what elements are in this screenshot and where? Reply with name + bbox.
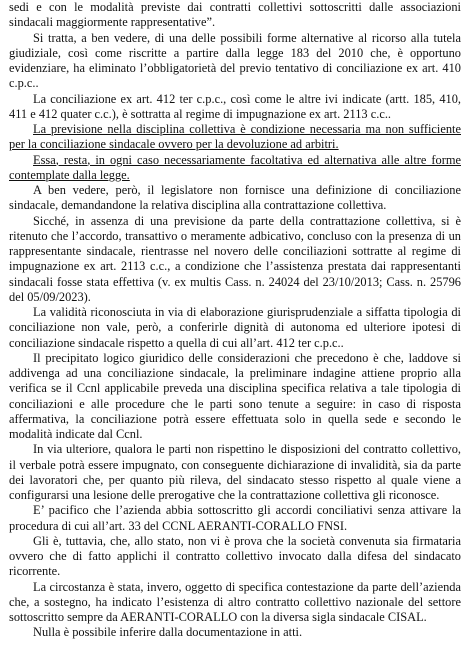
paragraph-6: [9, 183, 461, 214]
paragraph-text: Si tratta, a ben vedere, di una delle possibili forme alternative al ricorso alla tutela giudiziale, così come riscritte a partire dalla legge 183 del 2010 che, è opportuno evidenziare, ha eliminato l’obbligatorietà del previo tentativo di conciliazione ex art. 410 c.p.c..: [9, 30, 461, 91]
paragraph-text: sedi e con le modalità previste dai contratti collettivi sottoscritti dalle associazioni sindacali maggiormente rappresentative”.: [9, 0, 461, 30]
underlined-text: La previsione nella disciplina collettiva è condizione necessaria ma non sufficiente per la conciliazione sindacale ovvero per la devoluzione ad arbitri.: [9, 122, 461, 152]
paragraph-8: [9, 305, 461, 351]
paragraph-text: Il precipitato logico giuridico delle considerazioni che precedono è che, laddove si addivenga ad una conciliazione sindacale, la preliminare indagine attiene proprio alla verifica se il Ccnl applicabile preveda una disciplina specifica relativa a tale tipologia di conciliazioni e alle procedure che le parti sono tenute a seguire: in caso di risposta affermativa, la conciliazione potrà essere effettuata solo in quella sede e secondo le modalità indicate dal Ccnl.: [9, 350, 461, 441]
paragraph-text: Nulla è possibile inferire dalla documentazione in atti.: [33, 625, 303, 640]
paragraph-text: A ben vedere, però, il legislatore non fornisce una definizione di conciliazione sindacale, demandandone la relativa disciplina alla contrattazione collettiva.: [9, 183, 461, 213]
paragraph-text: La circostanza è stata, invero, oggetto di specifica contestazione da parte dell’azienda che, a sostegno, ha indicato l’esistenza di altro contratto collettivo nazionale del settore sottoscritto sempre da AERANTI-CORALLO con la diversa sigla sindacale CISAL.: [9, 579, 461, 624]
paragraph-text: E’ pacifico che l’azienda abbia sottoscritto gli accordi conciliativi senza attivare la procedura di cui all’art. 33 del CCNL AERANTI-CORALLO FNSI.: [9, 503, 461, 533]
paragraph-10: [9, 442, 461, 503]
paragraph-14: [9, 625, 461, 640]
paragraph-2: [9, 31, 461, 92]
paragraph-12: [9, 534, 461, 580]
underlined-text: Essa, resta, in ogni caso necessariamente facoltativa ed alternativa alle altre forme contemplate dalla legge.: [9, 152, 461, 182]
paragraph-text: La conciliazione ex art. 412 ter c.p.c., così come le altre ivi indicate (artt. 185, 410, 411 e 412 quater c.c.), è sottratta al regime di impugnazione ex art. 2113 c.c..: [9, 91, 461, 121]
paragraph-7: [9, 214, 461, 306]
paragraph-text: La validità riconosciuta in via di elaborazione giurisprudenziale a siffatta tipologia di conciliazione non vale, però, a conferirle dignità di autonoma ed ulteriore ipotesi di conciliazione sindacale rispetto a quella di cui all’art. 412 ter c.p.c..: [9, 305, 461, 350]
paragraph-5: [9, 153, 461, 184]
paragraph-text: Sicché, in assenza di una previsione da parte della contrattazione collettiva, si è ritenuto che l’accordo, transattivo o meramente adbicativo, concluso con la presenza di un rappresentante sindacale, rientrasse nel novero delle conciliazioni sottratte al regime di impugnazione ex art. 2113 c.c., a condizione che l’assistenza prestata dai rappresentanti sindacali fosse stata effettiva (v. ex multis Cass. n. 24024 del 23/10/2013; Cass. n. 25796 del 05/09/2023).: [9, 213, 461, 304]
paragraph-11: [9, 503, 461, 534]
paragraph-text: In via ulteriore, qualora le parti non rispettino le disposizioni del contratto collettivo, il verbale potrà essere impugnato, con conseguente dichiarazione di invalidità, sia da parte dei lavoratori che, per quanto più rileva, del sindacato stesso rispetto al quale viene a configurarsi una lesione delle prerogative che la contrattazione collettiva gli riconosce.: [9, 442, 461, 502]
paragraph-9: [9, 351, 461, 443]
paragraph-3: [9, 92, 461, 123]
paragraph-13: [9, 580, 461, 626]
document-page: [9, 0, 461, 641]
paragraph-1: [9, 0, 461, 31]
paragraph-text: Gli è, tuttavia, che, allo stato, non vi è prova che la società convenuta sia firmataria ovvero che di fatto applichi il contratto collettivo invocato dalla difesa del sindacato ricorrente.: [9, 533, 461, 579]
paragraph-4: [9, 122, 461, 153]
